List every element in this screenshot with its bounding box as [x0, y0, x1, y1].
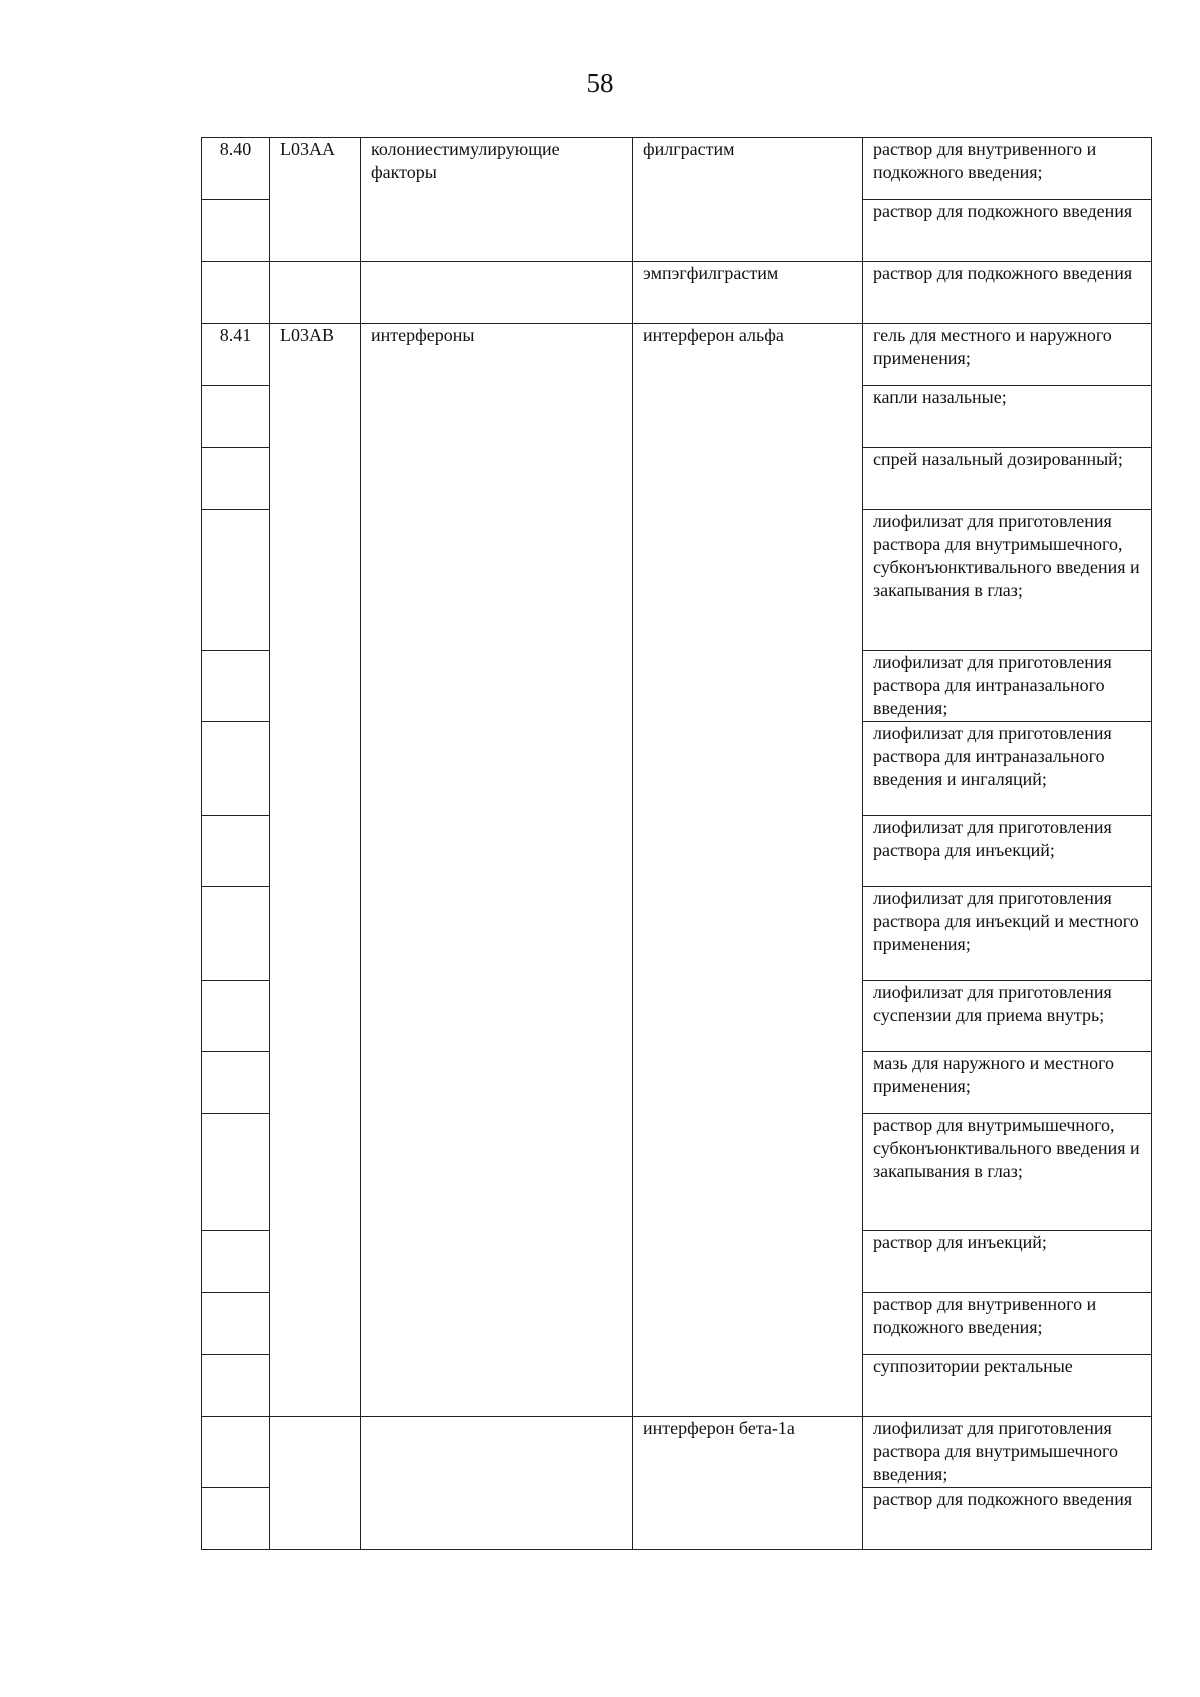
drug-name: интерферон бета-1a	[643, 1418, 795, 1438]
dosage-form: лиофилизат для приготовления раствора для интраназального введения;	[873, 652, 1112, 718]
table-row	[202, 1417, 1152, 1488]
dosage-form: капли назальные;	[873, 387, 1007, 407]
form-cell	[863, 816, 1152, 887]
row-number-cell	[202, 386, 270, 448]
dosage-form: лиофилизат для приготовления раствора для инъекций и местного применения;	[873, 888, 1139, 954]
atc-code: L03AB	[280, 325, 334, 345]
table-row	[202, 262, 1152, 324]
dosage-form: лиофилизат для приготовления раствора для интраназального введения и ингаляций;	[873, 723, 1112, 789]
row-number-cell	[202, 1417, 270, 1488]
row-number: 8.41	[219, 325, 252, 345]
row-number-cell	[202, 448, 270, 510]
form-cell	[863, 324, 1152, 386]
row-number-cell	[202, 1293, 270, 1355]
group-name: интерфероны	[371, 325, 475, 345]
form-cell	[863, 651, 1152, 722]
form-cell	[863, 138, 1152, 200]
row-number-cell	[202, 1488, 270, 1550]
form-cell	[863, 1052, 1152, 1114]
row-number-cell	[202, 651, 270, 722]
atc-code-cell	[270, 138, 361, 262]
dosage-form: раствор для подкожного введения	[873, 201, 1133, 221]
form-cell	[863, 510, 1152, 651]
row-number-cell	[202, 324, 270, 386]
page-number: 58	[586, 68, 614, 98]
dosage-form: раствор для инъекций;	[873, 1232, 1047, 1252]
atc-code-cell	[270, 262, 361, 324]
group-name: колониестимулирующие факторы	[371, 139, 560, 182]
form-cell	[863, 1355, 1152, 1417]
atc-code-cell	[270, 1417, 361, 1550]
dosage-form: лиофилизат для приготовления раствора для внутримышечного, субконъюнктивального введения и закапывания в глаз;	[873, 511, 1140, 600]
drug-name: интерферон альфа	[643, 325, 784, 345]
dosage-form: раствор для внутримышечного, субконъюнктивального введения и закапывания в глаз;	[873, 1115, 1140, 1181]
row-number-cell	[202, 1231, 270, 1293]
row-number-cell	[202, 981, 270, 1052]
dosage-form: лиофилизат для приготовления раствора для внутримышечного введения;	[873, 1418, 1118, 1484]
atc-code-cell	[270, 324, 361, 1417]
row-number-cell	[202, 1355, 270, 1417]
form-cell	[863, 1488, 1152, 1550]
dosage-form: раствор для внутривенного и подкожного введения;	[873, 139, 1097, 182]
form-cell	[863, 722, 1152, 816]
drug-name: эмпэгфилграстим	[643, 263, 779, 283]
group-cell	[361, 1417, 633, 1550]
form-cell	[863, 448, 1152, 510]
row-number-cell	[202, 1114, 270, 1231]
dosage-form: спрей назальный дозированный;	[873, 449, 1123, 469]
drug-name: филграстим	[643, 139, 735, 159]
drug-cell	[633, 324, 863, 1417]
form-cell	[863, 981, 1152, 1052]
table-row	[202, 324, 1152, 386]
drug-cell	[633, 1417, 863, 1550]
dosage-form: раствор для внутривенного и подкожного введения;	[873, 1294, 1097, 1337]
drug-cell	[633, 262, 863, 324]
dosage-form: мазь для наружного и местного применения;	[873, 1053, 1115, 1096]
group-cell	[361, 262, 633, 324]
dosage-form: раствор для подкожного введения	[873, 1489, 1133, 1509]
dosage-form: лиофилизат для приготовления суспензии для приема внутрь;	[873, 982, 1112, 1025]
form-cell	[863, 386, 1152, 448]
dosage-form: лиофилизат для приготовления раствора для инъекций;	[873, 817, 1112, 860]
drug-table	[201, 137, 1152, 1550]
form-cell	[863, 1417, 1152, 1488]
form-cell	[863, 887, 1152, 981]
drug-cell	[633, 138, 863, 262]
table-row	[202, 138, 1152, 200]
row-number-cell	[202, 262, 270, 324]
dosage-form: гель для местного и наружного применения;	[873, 325, 1112, 368]
group-cell	[361, 138, 633, 262]
form-cell	[863, 1114, 1152, 1231]
row-number-cell	[202, 816, 270, 887]
row-number-cell	[202, 887, 270, 981]
row-number-cell	[202, 722, 270, 816]
form-cell	[863, 262, 1152, 324]
form-cell	[863, 1293, 1152, 1355]
row-number-cell	[202, 200, 270, 262]
row-number: 8.40	[219, 139, 252, 159]
form-cell	[863, 200, 1152, 262]
row-number-cell	[202, 1052, 270, 1114]
dosage-form: раствор для подкожного введения	[873, 263, 1133, 283]
form-cell	[863, 1231, 1152, 1293]
atc-code: L03AA	[280, 139, 335, 159]
row-number-cell	[202, 510, 270, 651]
row-number-cell	[202, 138, 270, 200]
dosage-form: суппозитории ректальные	[873, 1356, 1073, 1376]
group-cell	[361, 324, 633, 1417]
